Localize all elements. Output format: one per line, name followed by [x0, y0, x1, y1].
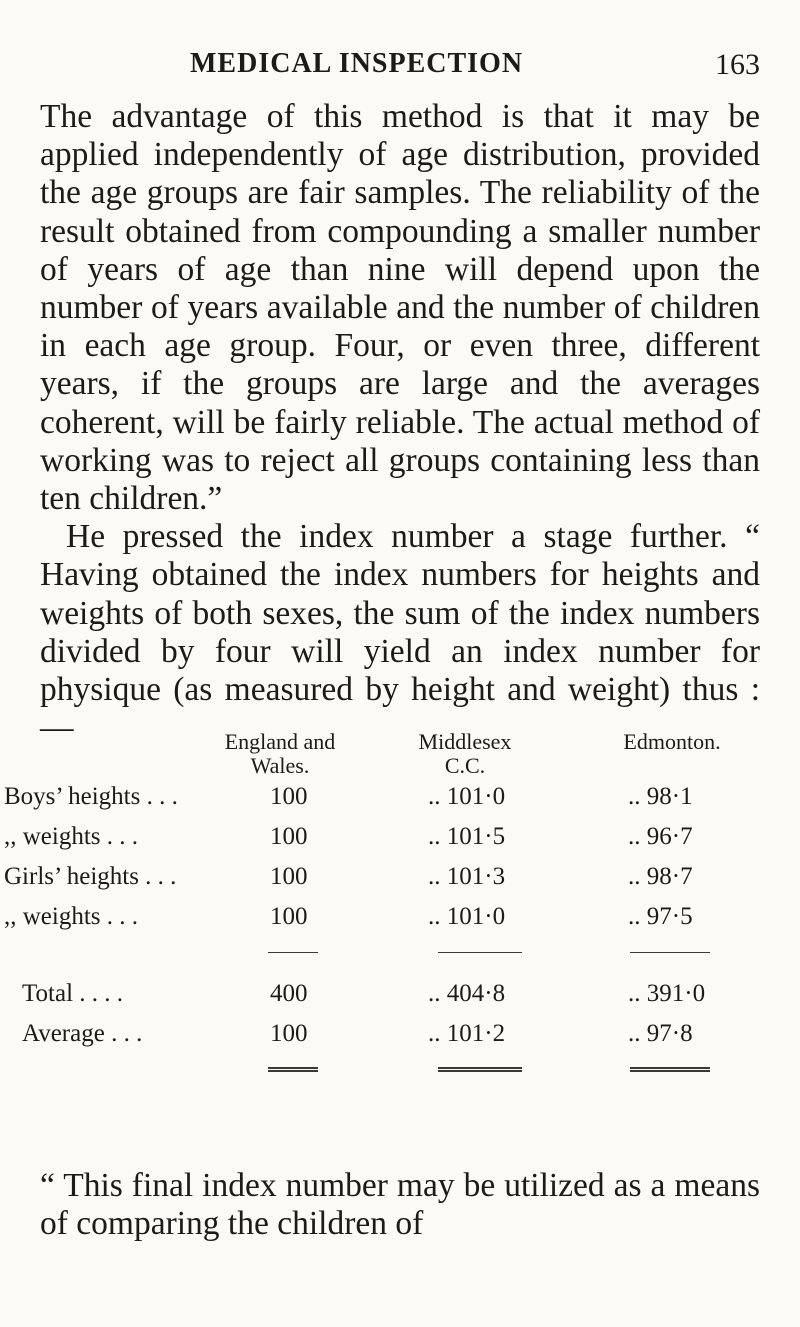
cell-england: 100 — [270, 783, 308, 810]
row-label: Boys’ heights . . . — [4, 783, 178, 810]
col-header-edmonton: Edmonton. — [623, 729, 721, 754]
total-edmonton: .. 391·0 — [628, 980, 706, 1007]
paragraph-1-text: The advantage of this method is that it may be applied independently of age distribution, provided the age groups are fair samples. The reliability of the result obtained from compounding a smaller number of years of age than nine will depend upon the number of years available and the number of children in each age group. Four, or even three, different years, if the groups are large and the averages coherent, will be fairly reliable. The actual method of working was to reject all groups containing less than ten children.” — [40, 98, 760, 518]
cell-middlesex: .. 101·5 — [428, 823, 506, 850]
index-number-table — [0, 730, 800, 1160]
total-double-rule — [268, 1067, 318, 1072]
cell-middlesex: .. 101·3 — [428, 863, 506, 890]
col-header-england-wales: England and Wales. — [224, 729, 336, 778]
cell-edmonton: .. 97·5 — [628, 903, 693, 930]
cell-england: 100 — [270, 903, 308, 930]
cell-middlesex: .. 101·0 — [428, 783, 506, 810]
cell-edmonton: .. 96·7 — [628, 823, 693, 850]
col-header-middlesex: Middlesex C.C. — [418, 729, 512, 778]
body-paragraph-1 — [40, 98, 760, 747]
sum-rule — [630, 952, 710, 953]
average-middlesex: .. 101·2 — [428, 1020, 506, 1047]
cell-england: 100 — [270, 863, 308, 890]
body-paragraph-3: “ This final index number may be utilized as a means of comparing the children of — [40, 1167, 760, 1243]
page-number: 163 — [715, 48, 760, 81]
sum-rule — [268, 952, 318, 953]
row-label: ,, weights . . . — [4, 903, 139, 930]
row-label: ,, weights . . . — [4, 823, 139, 850]
row-label: Girls’ heights . . . — [4, 863, 177, 890]
sum-rule — [438, 952, 522, 953]
average-edmonton: .. 97·8 — [628, 1020, 693, 1047]
average-england: 100 — [270, 1020, 308, 1047]
cell-england: 100 — [270, 823, 308, 850]
cell-edmonton: .. 98·7 — [628, 863, 693, 890]
cell-middlesex: .. 101·0 — [428, 903, 506, 930]
total-middlesex: .. 404·8 — [428, 980, 506, 1007]
running-head: MEDICAL INSPECTION — [190, 48, 524, 79]
total-label: Total . . . . — [22, 980, 124, 1007]
total-double-rule — [630, 1067, 710, 1072]
cell-edmonton: .. 98·1 — [628, 783, 693, 810]
page-header — [0, 48, 800, 88]
total-england: 400 — [270, 980, 308, 1007]
body-paragraph-2: He pressed the index number a stage further. “ Having obtained the index numbers for heights and weights of both sexes, the sum of the index numbers divided by four will yield an index number for physique (as measured by height and weight) thus :— — [40, 518, 760, 747]
total-double-rule — [438, 1067, 522, 1072]
average-label: Average . . . — [22, 1020, 143, 1047]
